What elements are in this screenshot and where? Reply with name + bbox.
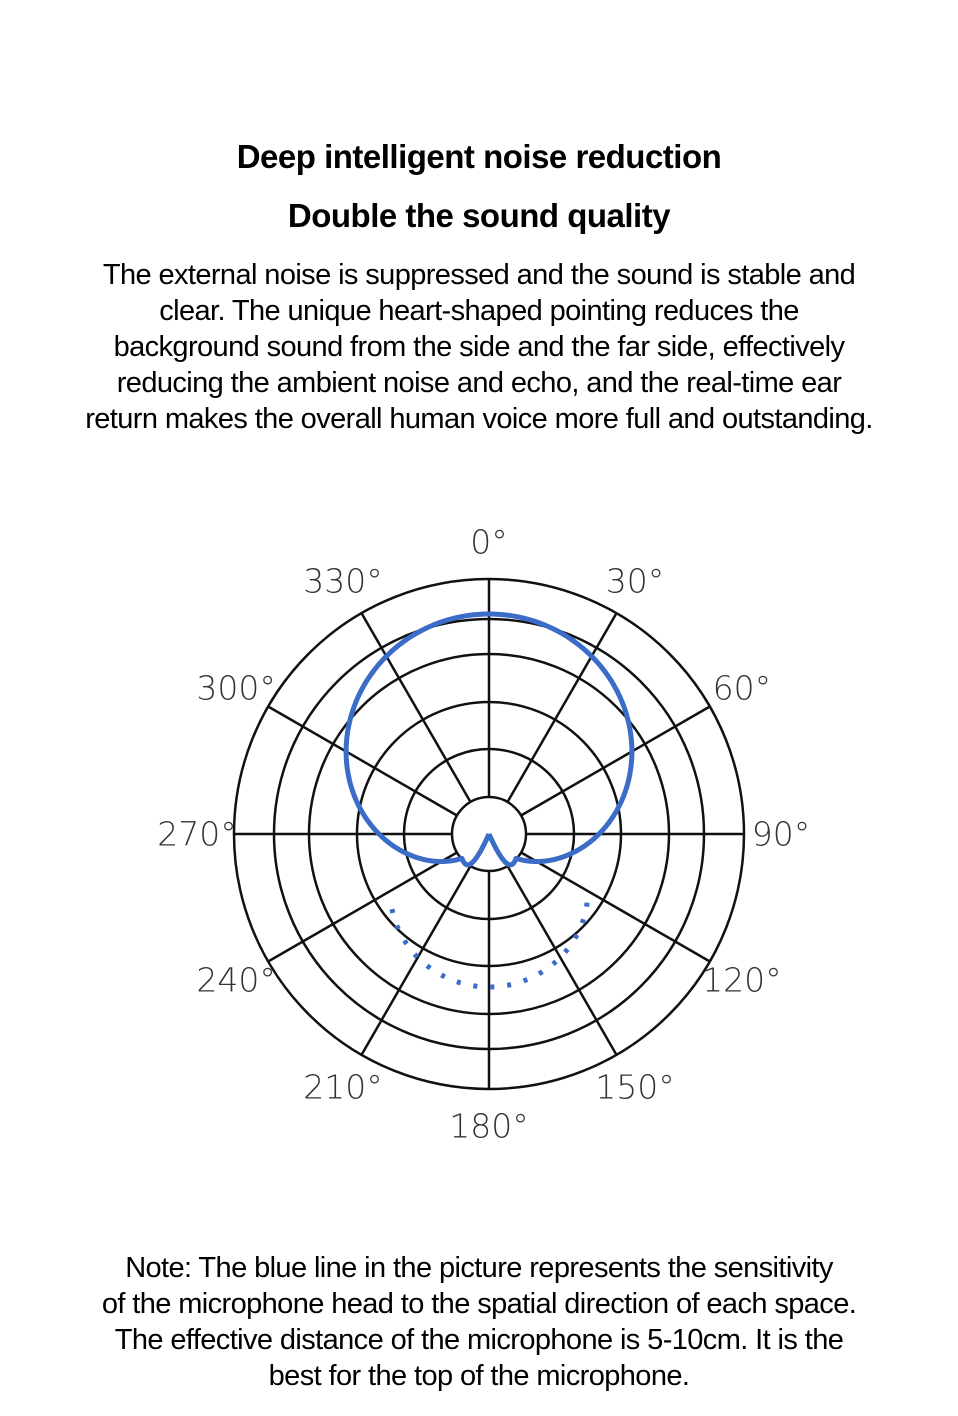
description-line: reducing the ambient noise and echo, and the real-time ear (116, 367, 842, 399)
page-subtitle: Double the sound quality (287, 197, 671, 234)
note-line: The effective distance of the microphone is 5-10cm. It is the (114, 1324, 844, 1356)
description-text (0, 257, 958, 437)
angle-label: 60° (712, 668, 772, 708)
description-line: The external noise is suppressed and the sound is stable and (102, 259, 856, 291)
angle-label: 240° (196, 960, 276, 1000)
angle-label: 120° (702, 960, 782, 1000)
angle-label: 270° (157, 814, 237, 854)
description-line: clear. The unique heart-shaped pointing reduces the (159, 295, 799, 327)
angle-label: 150° (595, 1067, 675, 1107)
note-line: Note: The blue line in the picture represents the sensitivity (125, 1252, 833, 1284)
page-title: Deep intelligent noise reduction (236, 138, 722, 175)
angle-label: 300° (196, 668, 276, 708)
angle-label: 0° (470, 522, 508, 562)
polar-pattern-diagram (0, 500, 958, 1180)
note-text (0, 1250, 958, 1394)
angle-label: 30° (605, 561, 665, 601)
note-line: of the microphone head to the spatial direction of each space. (101, 1288, 857, 1320)
note-line: best for the top of the microphone. (268, 1360, 690, 1392)
description-line: return makes the overall human voice more full and outstanding. (85, 403, 873, 435)
angle-label: 90° (751, 814, 811, 854)
angle-label: 210° (303, 1067, 383, 1107)
description-line: background sound from the side and the far side, effectively (113, 331, 845, 363)
angle-label: 180° (449, 1106, 529, 1146)
angle-label: 330° (303, 561, 383, 601)
